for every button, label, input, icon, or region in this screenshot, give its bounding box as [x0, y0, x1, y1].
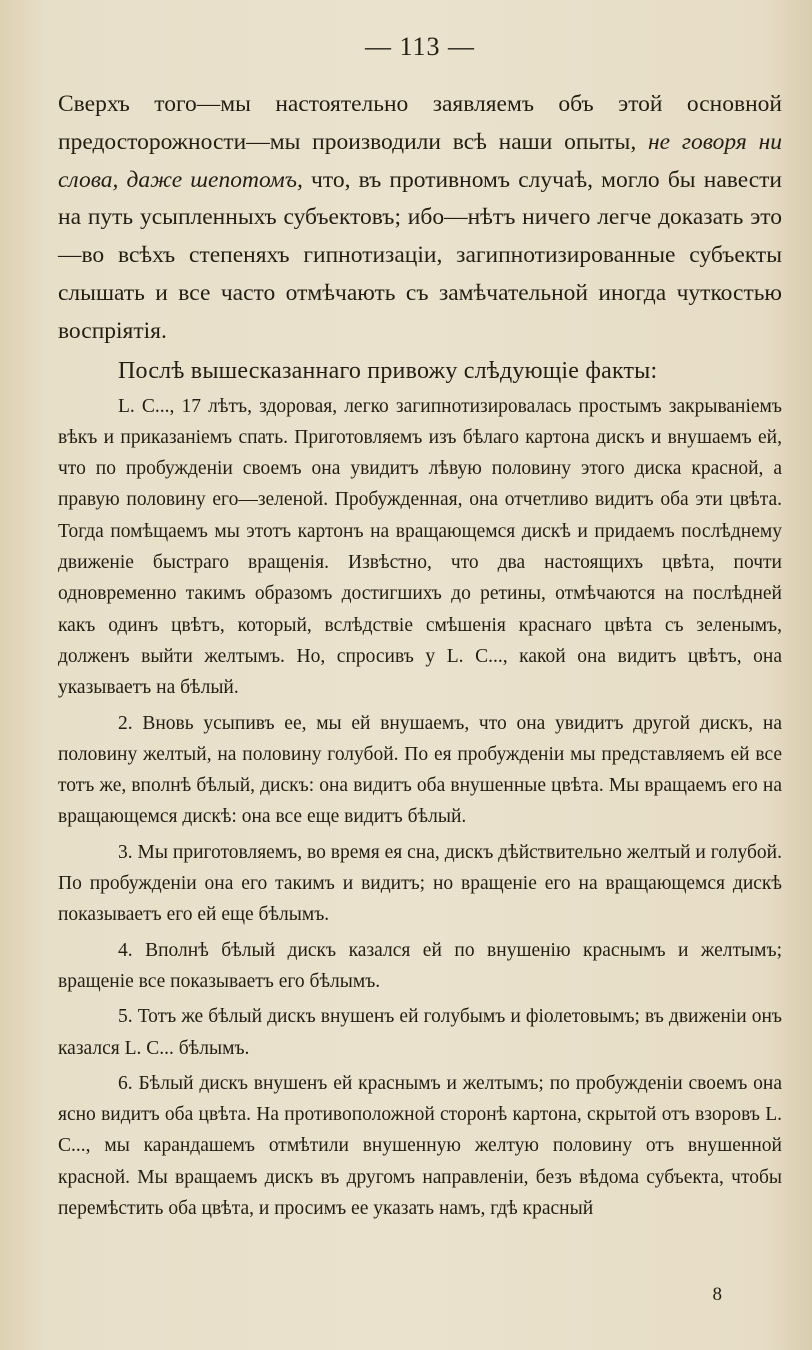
paragraph-6: 6. Бѣлый дискъ внушенъ ей краснымъ и желтымъ; по пробужденіи своемъ она ясно видитъ оба цвѣта. На противоположной сторонѣ картона, скрытой отъ взоровъ L. C..., мы карандашемъ отмѣтили внушенную желтую половину отъ внушенной красной. Мы вращаемъ дискъ въ другомъ направленіи, безъ вѣдома субъекта, чтобы перемѣстить оба цвѣта, и просимъ ее указать намъ, гдѣ красный	[58, 1072, 782, 1219]
section-heading: Послѣ вышесказаннаго привожу слѣдующіе факты:	[118, 357, 658, 384]
lead-paragraph	[58, 86, 782, 351]
paragraph-4: 4. Вполнѣ бѣлый дискъ казался ей по внушенію краснымъ и желтымъ; вращеніе все показываетъ его бѣлымъ.	[58, 939, 782, 992]
lead-text-italic: не говоря ни слова, даже шепотомъ,	[58, 128, 782, 193]
paragraph-1: L. C..., 17 лѣтъ, здоровая, легко загипнотизировалась простымъ закрываніемъ вѣкъ и приказаніемъ спать. Приготовляемъ изъ бѣлаго картона дискъ и внушаемъ ей, что по пробужденіи своемъ она увидитъ лѣвую половину этого диска красной, а правую половину его—зеленой. Пробужденная, она отчетливо видитъ оба эти цвѣта. Тогда помѣщаемъ мы этотъ картонъ на вращающемся дискѣ и придаемъ послѣднему движеніе быстраго вращенія. Извѣстно, что два настоящихъ цвѣта, почти одновременно такимъ образомъ достигшихъ до ретины, отмѣчаются на послѣдней какъ одинъ цвѣтъ, который, вслѣдствіе смѣшенія краснаго цвѣта съ зеленымъ, долженъ выйти желтымъ. Но, спросивъ у L. C..., какой она видитъ цвѣтъ, она указываетъ на бѣлый.	[58, 395, 782, 699]
paragraph-3: 3. Мы приготовляемъ, во время ея сна, дискъ дѣйствительно желтый и голубой. По пробужденіи она его такимъ и видитъ; но вращеніе его на вращающемся дискѣ показываетъ его ей еще бѣлымъ.	[58, 841, 782, 926]
page-number: — 113 —	[364, 32, 476, 61]
lead-text-part2: что, въ противномъ случаѣ, могло бы навести на путь усыпленныхъ субъектовъ; ибо—нѣтъ ничего легче доказать это—во всѣхъ степеняхъ гипнотизаціи, загипнотизированные субъекты слышать и все часто отмѣчають съ замѣчательной иногда чуткостью воспріятія.	[58, 166, 782, 344]
paragraph-5: 5. Тотъ же бѣлый дискъ внушенъ ей голубымъ и фіолетовымъ; въ движеніи онъ казался L. C... бѣлымъ.	[58, 1006, 782, 1059]
paragraph-2: 2. Вновь усыпивъ ее, мы ей внушаемъ, что она увидитъ другой дискъ, на половину желтый, на половину голубой. По ея пробужденіи мы представляемъ ей все тотъ же, вполнѣ бѣлый, дискъ: она видитъ оба внушенные цвѣта. Мы вращаемъ его на вращающемся дискѣ: она все еще видитъ бѣлый.	[58, 712, 782, 828]
signature-mark: 8	[712, 1284, 722, 1305]
lead-text-part1: Сверхъ того—мы настоятельно заявляемъ объ этой основной предосторожности—мы производили всѣ наши опыты,	[58, 91, 782, 155]
